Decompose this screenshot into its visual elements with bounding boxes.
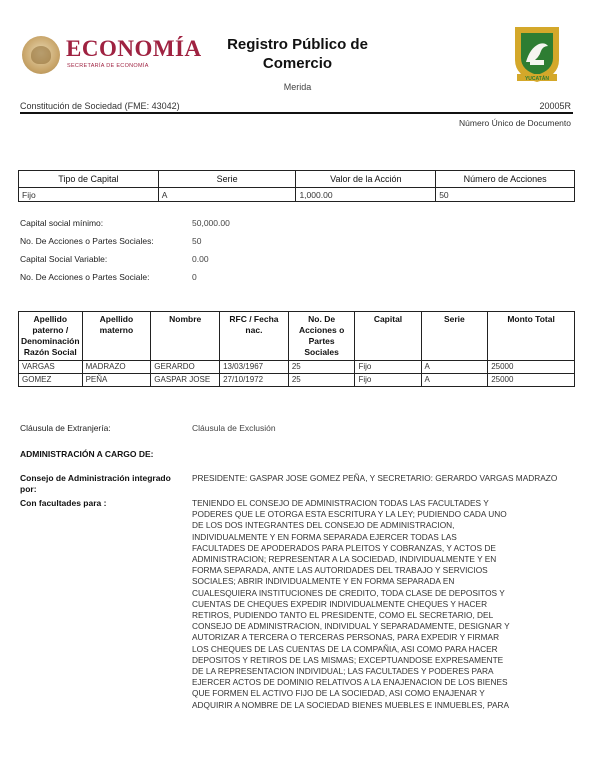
- field-label: No. De Acciones o Partes Sociales:: [20, 236, 154, 246]
- powers-line: AUTORIZAR A TERCERA O TERCERAS PERSONAS, PARA EXPEDIR Y FIRMAR: [192, 632, 500, 643]
- table-header: Serie: [158, 171, 296, 188]
- table-header: Apellido materno: [82, 312, 151, 361]
- powers-line: DE LA REPRESENTACION INDIVIDUAL; LAS FACULTADES Y PODERES PARA: [192, 666, 494, 677]
- table-cell: 25: [288, 361, 355, 374]
- field-label: Capital social mínimo:: [20, 218, 104, 228]
- table-cell: 50: [436, 188, 575, 202]
- powers-line: ADQUIRIR A NOMBRE DE LA SOCIEDAD BIENES MUEBLES E INMUEBLES, PARA: [192, 699, 510, 710]
- table-header: Tipo de Capital: [19, 171, 159, 188]
- field-value: 0.00: [192, 254, 209, 264]
- table-cell: Fijo: [19, 188, 159, 202]
- table-cell: Fijo: [355, 361, 421, 374]
- foreign-clause-label: Cláusula de Extranjería:: [20, 423, 111, 433]
- table-header-row: [19, 312, 575, 361]
- board-value: PRESIDENTE: GASPAR JOSE GOMEZ PEÑA, Y SECRETARIO: GERARDO VARGAS MADRAZO: [192, 473, 558, 483]
- table-cell: MADRAZO: [82, 361, 151, 374]
- table-cell: A: [421, 361, 488, 374]
- powers-line: DE LOS DOS INTEGRANTES DEL CONSEJO DE ADMINISTRACION,: [192, 520, 455, 531]
- header-divider: [20, 112, 573, 114]
- powers-text: [192, 498, 570, 711]
- table-header: Apellido paterno / Denominación Razón Social: [19, 312, 83, 361]
- table-header-row: [19, 171, 575, 188]
- table-row: [19, 361, 575, 374]
- powers-line: INDIVIDUALMENTE Y EN FORMA SEPARADA EJERCER TODAS LAS: [192, 531, 457, 542]
- field-value: 0: [192, 272, 197, 282]
- powers-line: QUE FORMEN EL ACTIVO FIJO DE LA SOCIEDAD, ASI COMO ENAJENAR Y: [192, 688, 485, 699]
- table-cell: GASPAR JOSE: [151, 374, 220, 387]
- table-cell: PEÑA: [82, 374, 151, 387]
- city: Merida: [283, 82, 312, 92]
- table-header: No. De Acciones o Partes Sociales: [288, 312, 355, 361]
- table-row: [19, 374, 575, 387]
- powers-label: Con facultades para :: [20, 498, 107, 508]
- logo-text: ECONOMÍA: [66, 36, 202, 61]
- powers-line: FORMA SEPARADA, ANTE LAS AUTORIDADES DEL TRABAJO Y SERVICIOS: [192, 565, 488, 576]
- mexico-seal-icon: [22, 36, 60, 74]
- yucatan-shield-icon: [512, 24, 562, 84]
- field-label: Capital Social Variable:: [20, 254, 108, 264]
- table-header: RFC / Fecha nac.: [220, 312, 289, 361]
- field-value: 50: [192, 236, 202, 246]
- powers-line: TENIENDO EL CONSEJO DE ADMINISTRACION TODAS LAS FACULTADES Y: [192, 498, 489, 508]
- powers-line: EJERCER ACTOS DE DOMINIO RELATIVOS A LA ENAJENACION DE LOS BIENES: [192, 677, 508, 688]
- table-cell: GOMEZ: [19, 374, 83, 387]
- field-label: No. De Acciones o Partes Sociale:: [20, 272, 150, 282]
- table-cell: 25: [288, 374, 355, 387]
- table-cell: GERARDO: [151, 361, 220, 374]
- board-label: Consejo de Administración integrado por:: [20, 473, 171, 494]
- powers-line: CONSEJO DE ADMINISTRACION, INDIVIDUAL Y SEPARADAMENTE, DESIGNAR Y: [192, 621, 510, 632]
- powers-line: CUENTAS DE CHEQUES EXPEDIR INDIVIDUALMENTE CHEQUES Y HACER: [192, 598, 488, 609]
- table-row: [19, 188, 575, 202]
- table-header: Serie: [421, 312, 488, 361]
- field-value: 50,000.00: [192, 218, 230, 228]
- economia-logo: [22, 34, 202, 78]
- document-number: 20005R: [539, 101, 571, 111]
- table-cell: 13/03/1967: [220, 361, 289, 374]
- partners-table: [18, 311, 575, 387]
- table-cell: VARGAS: [19, 361, 83, 374]
- powers-line: RETIROS, PUDIENDO TANTO EL PRESIDENTE, COMO EL SECRETARIO, DEL: [192, 610, 494, 621]
- powers-line: ADMINISTRACION; REPRESENTAR A LA SOCIEDAD, INDIVIDUALMENTE Y EN: [192, 554, 497, 565]
- table-cell: 25000: [488, 374, 575, 387]
- table-header: Monto Total: [488, 312, 575, 361]
- table-cell: A: [421, 374, 488, 387]
- document-number-label: Número Único de Documento: [459, 118, 571, 128]
- table-cell: A: [158, 188, 296, 202]
- powers-line: PODERES QUE LE OTORGA ESTA ESCRITURA Y LA LEY; PUDIENDO CADA UNO: [192, 509, 507, 520]
- foreign-clause-value: Cláusula de Exclusión: [192, 423, 276, 433]
- powers-line: DEPOSITOS Y RETIROS DE LAS MISMAS; EXCEPTUANDOSE EXPRESAMENTE: [192, 654, 504, 665]
- powers-line: SOCIALES; ABRIR INDIVIDUALMENTE Y EN FORMA SEPARADA EN: [192, 576, 455, 587]
- table-header: Número de Acciones: [436, 171, 575, 188]
- table-cell: Fijo: [355, 374, 421, 387]
- table-header: Capital: [355, 312, 421, 361]
- powers-line: FACULTADES DE APODERADOS PARA PLEITOS Y COBRANZAS, Y ACTOS DE: [192, 542, 496, 553]
- page-title: Registro Público de Comercio: [227, 36, 368, 72]
- shield-text: YUCATÁN: [524, 76, 550, 82]
- administration-heading: ADMINISTRACIÓN A CARGO DE:: [20, 449, 154, 459]
- table-cell: 1,000.00: [296, 188, 436, 202]
- table-header: Nombre: [151, 312, 220, 361]
- table-cell: 25000: [488, 361, 575, 374]
- powers-line: CUALESQUIERA INSTITUCIONES DE CREDITO, TODA CLASE DE DEPOSITOS Y: [192, 587, 505, 598]
- powers-line: LOS CHEQUES DE LAS CUENTAS DE LA COMPAÑIA, ASI COMO PARA HACER: [192, 643, 498, 654]
- table-cell: 27/10/1972: [220, 374, 289, 387]
- document-type: Constitución de Sociedad (FME: 43042): [20, 101, 180, 111]
- logo-subtitle: SECRETARÍA DE ECONOMÍA: [67, 63, 149, 69]
- table-header: Valor de la Acción: [296, 171, 436, 188]
- capital-table: [18, 170, 575, 202]
